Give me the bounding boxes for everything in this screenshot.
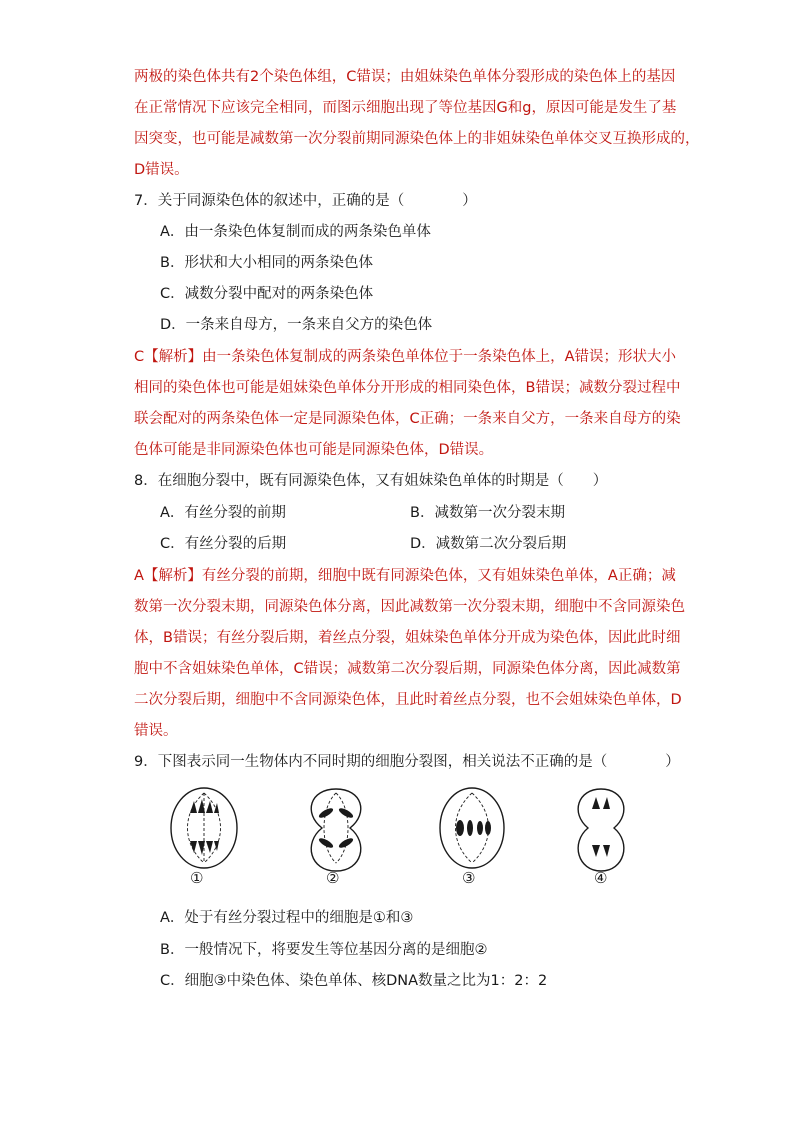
cell-4-diagram [578, 789, 624, 871]
q8-option-b: B．减数第一次分裂末期 [410, 505, 565, 521]
q8-explanation-line: 数第一次分裂末期，同源染色体分离，因此减数第一次分裂末期，细胞中不含同源染色 [134, 599, 685, 615]
q8-explanation-line: 体，B错误；有丝分裂后期，着丝点分裂，姐妹染色单体分开成为染色体，因此此时细 [134, 630, 681, 646]
q7-option-c: C．减数分裂中配对的两条染色体 [160, 286, 374, 302]
q9-option-b: B．一般情况下，将要发生等位基因分离的是细胞② [160, 942, 488, 958]
q7-option-a: A．由一条染色体复制而成的两条染色单体 [160, 224, 431, 240]
q9-option-a: A．处于有丝分裂过程中的细胞是①和③ [160, 910, 414, 926]
cell-2-diagram [311, 789, 361, 871]
q7-option-d: D．一条来自母方，一条来自父方的染色体 [160, 317, 433, 333]
q8-option-a: A．有丝分裂的前期 [160, 505, 286, 521]
q8-explanation-line: A【解析】有丝分裂的前期，细胞中既有同源染色体，又有姐妹染色单体，A正确；减 [134, 568, 676, 584]
cell-division-diagrams [160, 783, 640, 891]
q7-option-b: B．形状和大小相同的两条染色体 [160, 255, 373, 271]
prev-explanation-line: D错误。 [134, 162, 189, 178]
q8-explanation-line: 错误。 [134, 723, 178, 739]
q8-option-d: D．减数第二次分裂后期 [410, 536, 567, 552]
question-7-stem: 7．关于同源染色体的叙述中，正确的是（ ） [134, 193, 477, 209]
q7-explanation-line: 色体可能是非同源染色体也可能是同源染色体，D错误。 [134, 442, 494, 458]
figure-label-3: ③ [462, 869, 476, 887]
figure-label-4: ④ [594, 869, 608, 887]
question-9-stem: 9．下图表示同一生物体内不同时期的细胞分裂图，相关说法不正确的是（ ） [134, 754, 680, 770]
q9-option-c: C．细胞③中染色体、染色单体、核DNA数量之比为1：2：2 [160, 973, 548, 989]
q8-option-c: C．有丝分裂的后期 [160, 536, 287, 552]
prev-explanation-line: 在正常情况下应该完全相同，而图示细胞出现了等位基因G和g，原因可能是发生了基 [134, 100, 677, 116]
q8-explanation-line: 胞中不含姐妹染色单体，C错误；减数第二次分裂后期，同源染色体分离，因此减数第 [134, 661, 681, 677]
q8-explanation-line: 二次分裂后期，细胞中不含同源染色体，且此时着丝点分裂，也不会姐妹染色单体，D [134, 692, 682, 708]
figure-label-2: ② [326, 869, 340, 887]
q7-explanation-line: 联会配对的两条染色体一定是同源染色体，C正确；一条来自父方，一条来自母方的染 [134, 411, 681, 427]
figure-label-1: ① [190, 869, 204, 887]
q7-explanation-line: 相同的染色体也可能是姐妹染色单体分开形成的相同染色体，B错误；减数分裂过程中 [134, 380, 681, 396]
question-8-stem: 8．在细胞分裂中，既有同源染色体，又有姐妹染色单体的时期是（ ） [134, 473, 608, 489]
q7-explanation-line: C【解析】由一条染色体复制成的两条染色单体位于一条染色体上，A错误；形状大小 [134, 349, 677, 365]
prev-explanation-line: 因突变，也可能是减数第一次分裂前期同源染色体上的非姐妹染色单体交叉互换形成的， [134, 131, 700, 147]
cell-1-diagram [171, 788, 237, 868]
prev-explanation-line: 两极的染色体共有2个染色体组，C错误；由姐妹染色单体分裂形成的染色体上的基因 [134, 69, 676, 85]
cell-division-figure [160, 783, 640, 891]
